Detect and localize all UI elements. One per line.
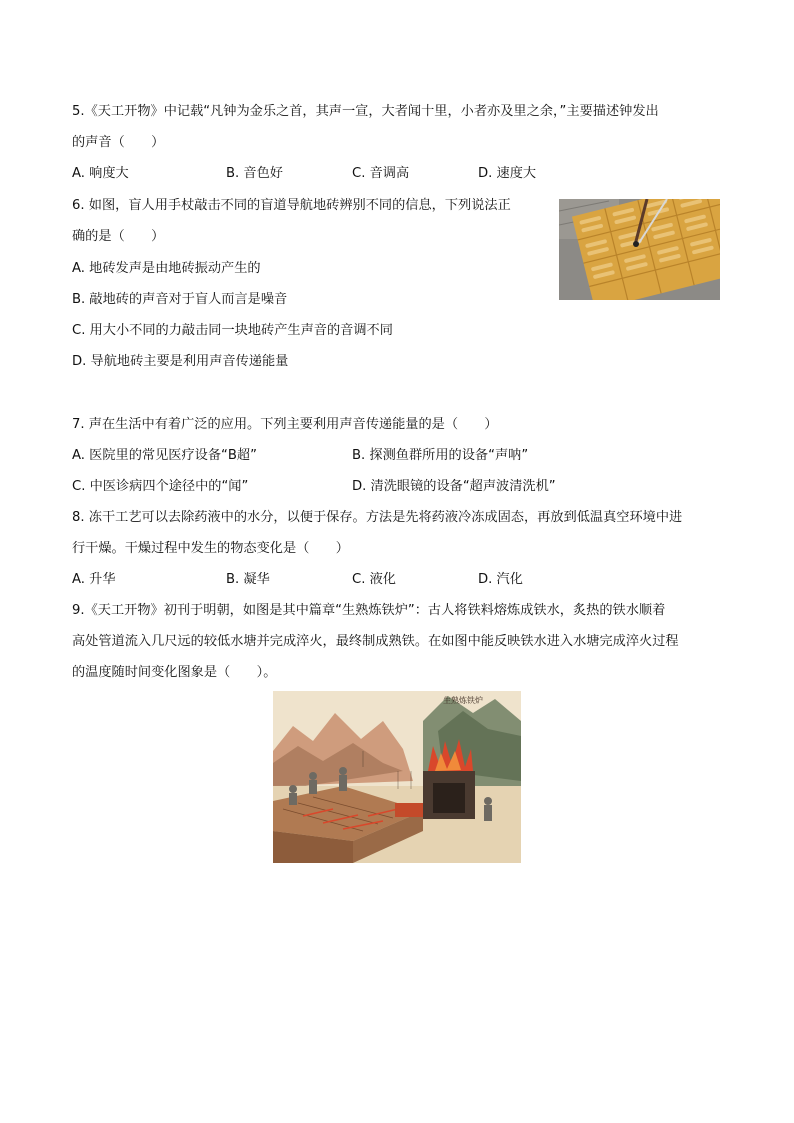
q5-option-d[interactable]: D. 速度大	[478, 166, 537, 181]
tactile-paving-illustration	[559, 199, 720, 300]
ironworks-illustration	[273, 691, 521, 863]
q5-option-c[interactable]: C. 音调高	[352, 166, 410, 181]
q7-option-d[interactable]: D. 清洗眼镜的设备“超声波清洗机”	[352, 479, 556, 494]
q6-option-b[interactable]: B. 敲地砖的声音对于盲人而言是噪音	[72, 292, 288, 307]
q8-option-c[interactable]: C. 液化	[352, 572, 396, 587]
q8-option-d[interactable]: D. 汽化	[478, 572, 523, 587]
q6-option-d[interactable]: D. 导航地砖主要是利用声音传递能量	[72, 354, 289, 369]
q9-stem-line-3: 的温度随时间变化图象是（ ）。	[72, 665, 277, 680]
q5-stem-line-1: 5.《天工开物》中记载“凡钟为金乐之首，其声一宣，大者闻十里，小者亦及里之余，”主要描述钟发出	[72, 104, 659, 119]
q5-stem-line-2: 的声音（ ）	[72, 135, 165, 150]
tactile-paving-photo	[559, 199, 720, 300]
q7-option-b[interactable]: B. 探测鱼群所用的设备“声呐”	[352, 448, 529, 463]
q9-stem-line-2: 高处管道流入几尺远的较低水塘并完成淬火，最终制成熟铁。在如图中能反映铁水进入水塘完成淬火过程	[72, 634, 679, 649]
q5-option-b[interactable]: B. 音色好	[226, 166, 283, 181]
q6-stem-line-1: 6. 如图，盲人用手杖敲击不同的盲道导航地砖辨别不同的信息，下列说法正	[72, 198, 511, 213]
q8-stem-line-1: 8. 冻干工艺可以去除药液中的水分，以便于保存。方法是先将药液冷冻成固态，再放到低温真空环境中进	[72, 510, 683, 525]
q9-stem-line-1: 9.《天工开物》初刊于明朝，如图是其中篇章“生熟炼铁炉”：古人将铁料熔炼成铁水，炙热的铁水顺着	[72, 603, 666, 618]
ironworks-painting	[273, 691, 521, 863]
q8-option-b[interactable]: B. 凝华	[226, 572, 270, 587]
q6-option-a[interactable]: A. 地砖发声是由地砖振动产生的	[72, 261, 261, 276]
q7-option-a[interactable]: A. 医院里的常见医疗设备“B超”	[72, 448, 257, 463]
q8-stem-line-2: 行干燥。干燥过程中发生的物态变化是（ ）	[72, 541, 349, 556]
q5-option-a[interactable]: A. 响度大	[72, 166, 129, 181]
q6-stem-line-2: 确的是（ ）	[72, 229, 165, 244]
q7-stem-line-1: 7. 声在生活中有着广泛的应用。下列主要利用声音传递能量的是（ ）	[72, 417, 498, 432]
figure-caption: 生熟炼铁炉	[443, 696, 483, 705]
q8-option-a[interactable]: A. 升华	[72, 572, 116, 587]
q6-option-c[interactable]: C. 用大小不同的力敲击同一块地砖产生声音的音调不同	[72, 323, 393, 338]
q7-option-c[interactable]: C. 中医诊病四个途径中的“闻”	[72, 479, 249, 494]
